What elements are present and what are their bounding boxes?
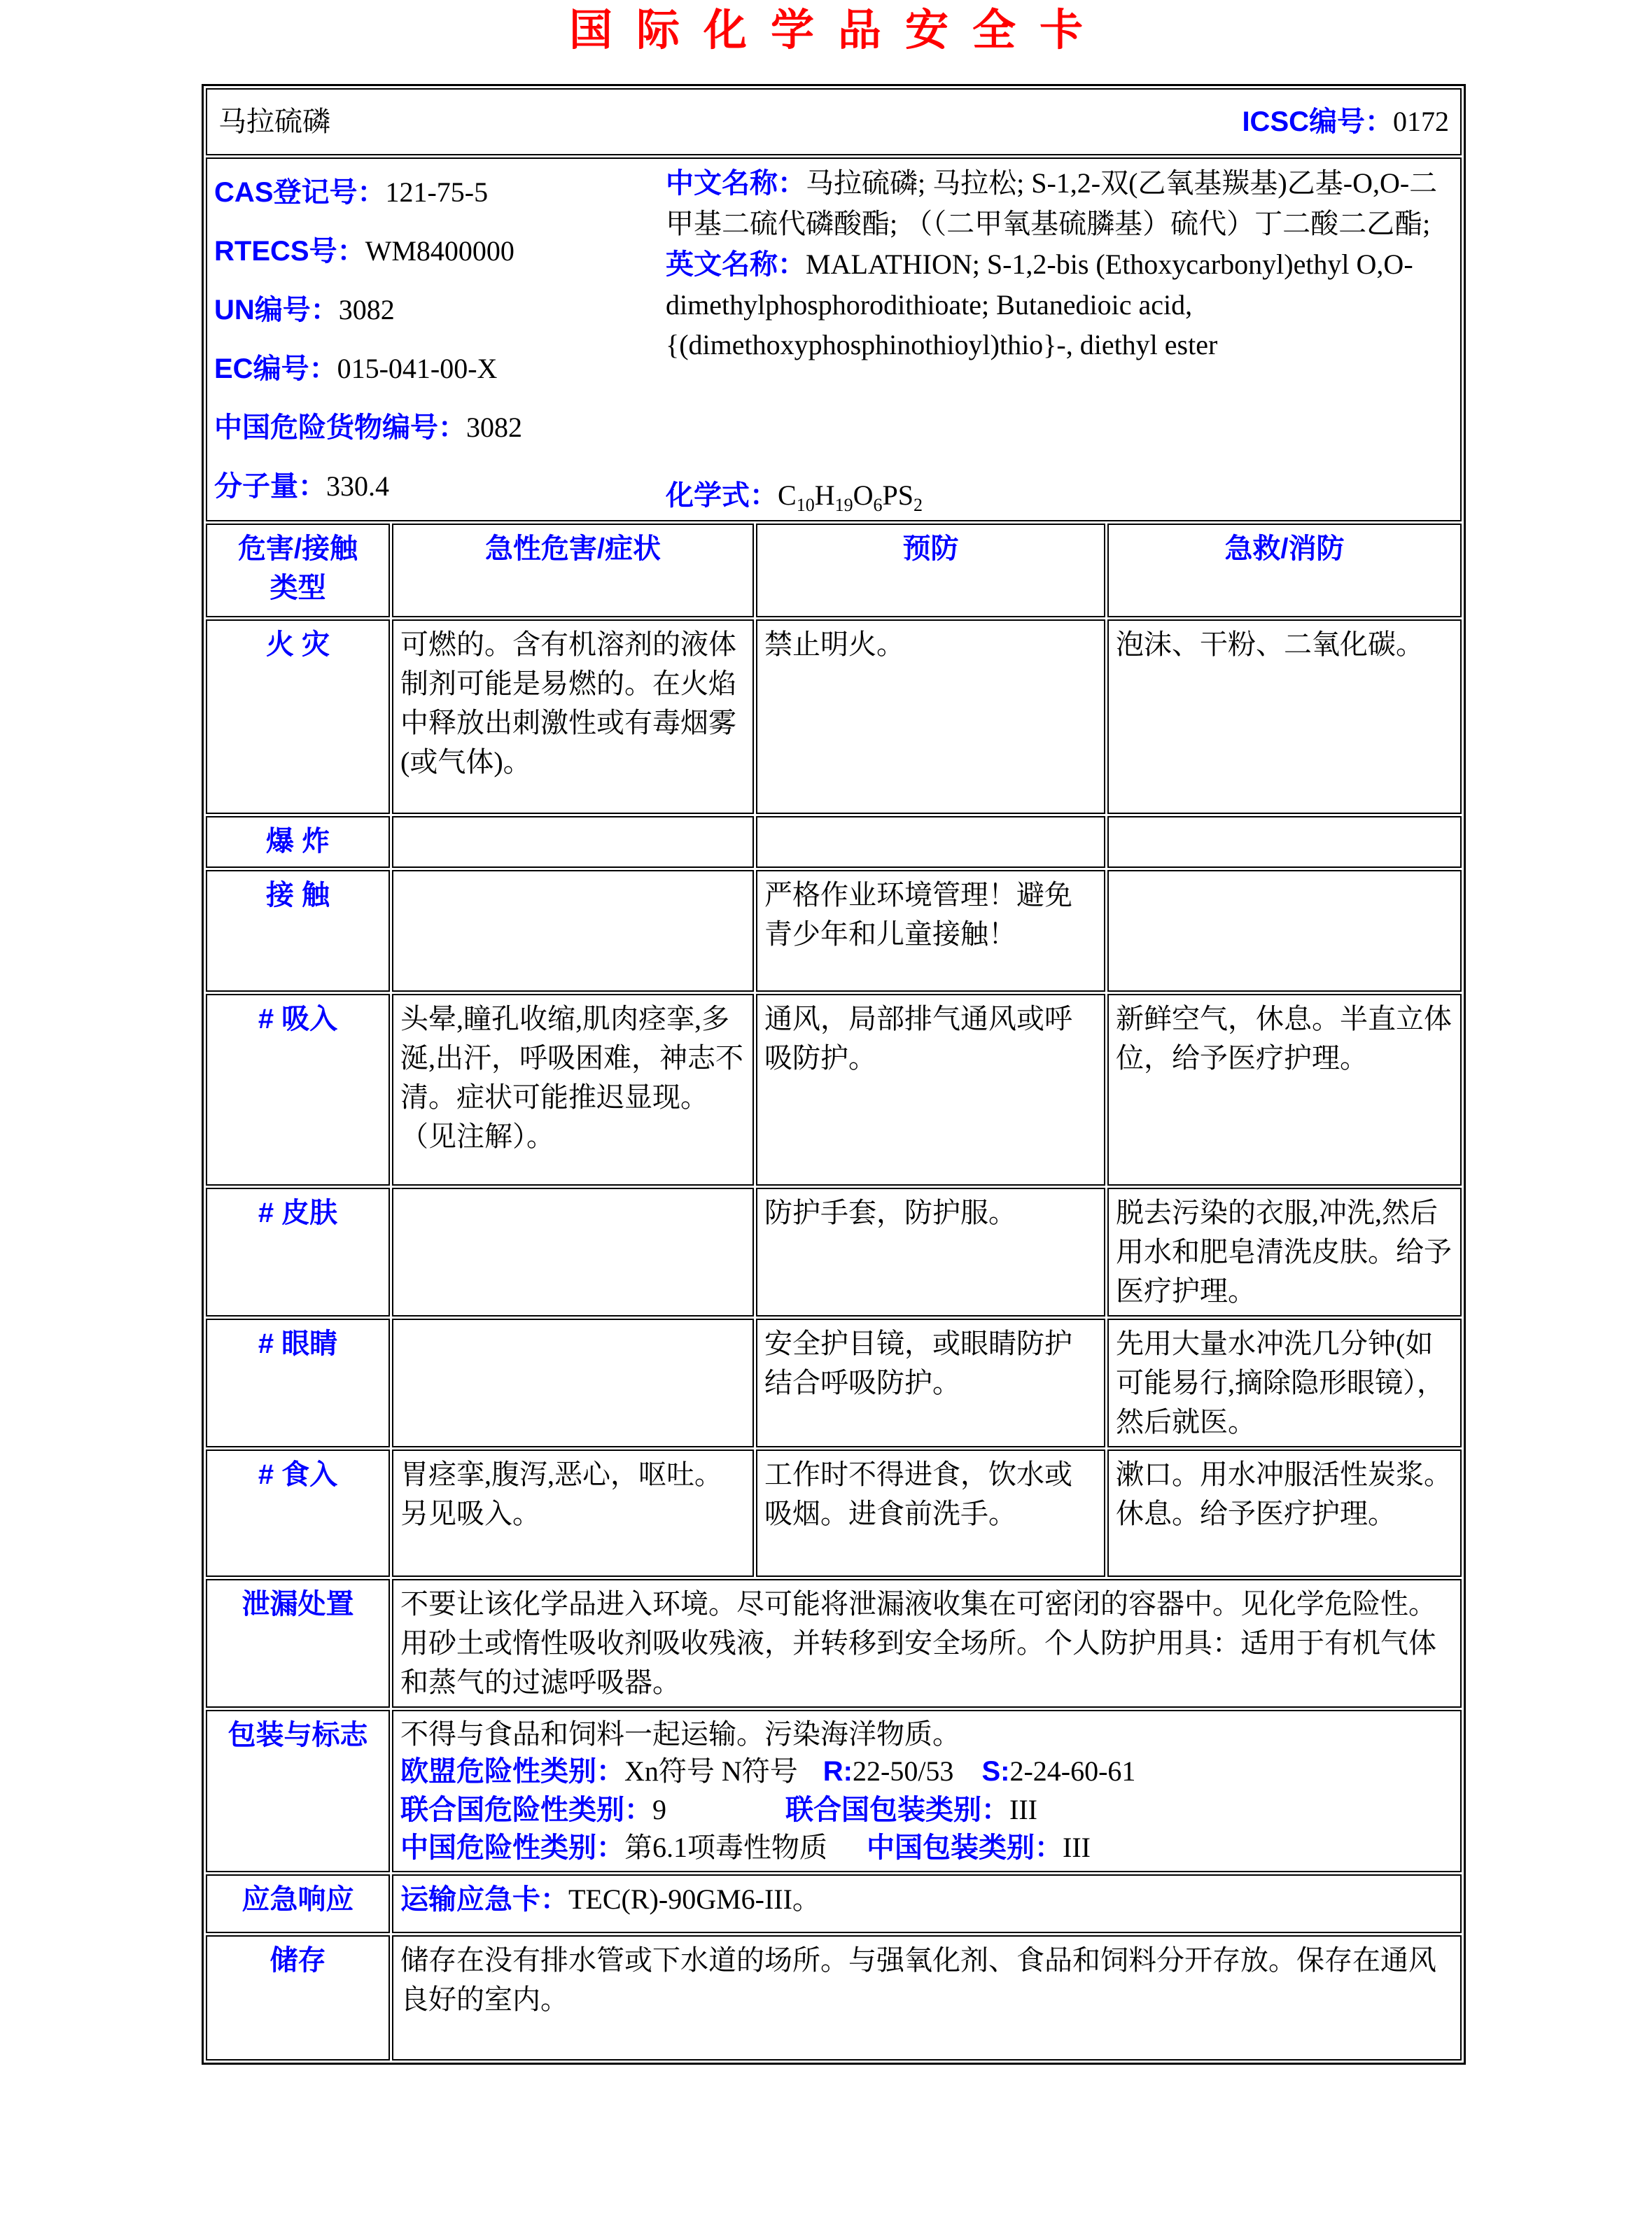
- row-table-header: [206, 524, 1462, 617]
- row-skin: [206, 1188, 1462, 1317]
- fire-hazards: 可燃的。含有机溶剂的液体制剂可能是易燃的。在火焰中释放出刺激性或有毒烟雾(或气体)。: [392, 619, 754, 814]
- english-name-value: MALATHION; S-1,2-bis (Ethoxycarbonyl)ethyl O,O-dimethylphosphorodithioate; Butanedioic acid, {(dimethoxyphosphinothioyl)thio}-, diethyl ester: [666, 248, 1413, 360]
- row-inhalation: [206, 994, 1462, 1186]
- ingestion-hazards: 胃痉挛,腹泻,恶心，呕吐。另见吸入。: [392, 1450, 754, 1577]
- cas-label: CAS登记号：: [214, 177, 386, 209]
- molecular-weight-value: 330.4: [326, 470, 389, 503]
- row-storage: [206, 1935, 1462, 2061]
- row-spill-disposal: [206, 1579, 1462, 1708]
- exposure-prevention: 严格作业环境管理！避免青少年和儿童接触！: [756, 870, 1105, 992]
- chinese-name-line: [666, 163, 1453, 244]
- packaging-eu-line: [400, 1753, 1453, 1790]
- inhalation-hazards: 头晕,瞳孔收缩,肌肉痉挛,多涎,出汗，呼吸困难，神志不清。症状可能推迟显现。（见注解）。: [392, 994, 754, 1186]
- skin-prevention: 防护手套，防护服。: [756, 1188, 1105, 1317]
- row-ingestion: [206, 1450, 1462, 1577]
- r-phrases-label: R:: [822, 1756, 853, 1788]
- cn-hazard-class-value: 第6.1项毒性物质: [624, 1831, 827, 1863]
- spill-disposal-text: 不要让该化学品进入环境。尽可能将泄漏液收集在可密闭的容器中。见化学危险性。用砂土或惰性吸收剂吸收残液，并转移到安全场所。个人防护用具：适用于有机气体和蒸气的过滤呼吸器。: [392, 1579, 1462, 1708]
- ec-number-line: [214, 339, 666, 398]
- cn-dg-value: 3082: [466, 412, 522, 444]
- page-title: 国际化学品安全卡: [568, 7, 1107, 55]
- row-emergency-response: [206, 1874, 1462, 1933]
- storage-text: 储存在没有排水管或下水道的场所。与强氧化剂、食品和饲料分开存放。保存在通风良好的室内。: [392, 1935, 1462, 2061]
- packaging-content: [392, 1710, 1462, 1872]
- icsc-number-group: [1242, 102, 1449, 141]
- row-exposure: [206, 870, 1462, 992]
- skin-firstaid: 脱去污染的衣服,冲洗,然后用水和肥皂清洗皮肤。给予医疗护理。: [1107, 1188, 1462, 1317]
- transport-emergency-card-label: 运输应急卡：: [400, 1883, 568, 1915]
- fire-prevention: 禁止明火。: [756, 619, 1105, 814]
- eyes-label: # 眼睛: [206, 1319, 390, 1447]
- cas-value: 121-75-5: [385, 176, 489, 209]
- icsc-number-value: 0172: [1393, 106, 1450, 138]
- cn-pack-group-label: 中国包装类别：: [867, 1832, 1063, 1863]
- eu-hazard-class-label: 欧盟危险性类别：: [400, 1756, 624, 1788]
- english-name-line: [666, 244, 1453, 365]
- rtecs-number-line: [214, 222, 666, 281]
- header-hazard-type: [206, 524, 390, 617]
- cn-dg-label: 中国危险货物编号：: [214, 412, 466, 444]
- row-eyes: [206, 1319, 1462, 1447]
- formula-o: O: [853, 479, 874, 511]
- inhalation-firstaid: 新鲜空气，休息。半直立体位，给予医疗护理。: [1107, 994, 1462, 1186]
- packaging-label: 包装与标志: [206, 1710, 390, 1872]
- identifier-list: [214, 163, 666, 516]
- icsc-card-table: [202, 84, 1466, 2065]
- spill-disposal-label: 泄漏处置: [206, 1579, 390, 1708]
- skin-hazards: [392, 1188, 754, 1317]
- exposure-label: 接 触: [206, 870, 390, 992]
- header-firstaid-firefighting: 急救/消防: [1107, 524, 1462, 617]
- explosion-firstaid: [1107, 816, 1462, 868]
- formula-ps: PS: [882, 479, 913, 511]
- exposure-firstaid: [1107, 870, 1462, 992]
- fire-firstaid: 泡沫、干粉、二氧化碳。: [1107, 619, 1462, 814]
- substance-name: 马拉硫磷: [218, 106, 330, 138]
- un-hazard-class-value: 9: [652, 1793, 666, 1825]
- explosion-prevention: [756, 816, 1105, 868]
- eyes-prevention: 安全护目镜，或眼睛防护结合呼吸防护。: [756, 1319, 1105, 1447]
- icsc-number-label: ICSC编号：: [1242, 106, 1394, 138]
- chinese-name-value: 马拉硫磷; 马拉松; S-1,2-双(乙氧基羰基)乙基-O,O-二甲基二硫代磷酸酯; （（二甲氧基硫膦基）硫代）丁二酸二乙酯;: [666, 167, 1438, 240]
- formula-ps-sub: 2: [913, 495, 923, 515]
- ec-label: EC编号：: [214, 353, 337, 385]
- formula-c: C: [778, 479, 797, 511]
- transport-emergency-card-value: TEC(R)-90GM6-III。: [568, 1883, 820, 1915]
- cn-dg-number-line: [214, 398, 666, 457]
- un-pack-group-label: 联合国包装类别：: [785, 1794, 1009, 1825]
- chemical-formula-label: 化学式：: [666, 480, 778, 511]
- english-name-label: 英文名称：: [666, 248, 806, 280]
- eyes-firstaid: 先用大量水冲洗几分钟(如可能易行,摘除隐形眼镜），然后就医。: [1107, 1319, 1462, 1447]
- row-packaging-labelling: [206, 1710, 1462, 1872]
- chemical-names: [666, 163, 1453, 516]
- un-hazard-class-label: 联合国危险性类别：: [400, 1794, 652, 1825]
- row-fire: [206, 619, 1462, 814]
- packaging-transport-note: 不得与食品和饲料一起运输。污染海洋物质。: [400, 1718, 960, 1750]
- inhalation-label: # 吸入: [206, 994, 390, 1186]
- rtecs-value: WM8400000: [365, 235, 514, 267]
- formula-c-sub: 10: [796, 495, 815, 515]
- ingestion-firstaid: 漱口。用水冲服活性炭浆。休息。给予医疗护理。: [1107, 1450, 1462, 1577]
- un-value: 3082: [338, 294, 395, 326]
- cn-hazard-class-label: 中国危险性类别：: [400, 1832, 624, 1863]
- explosion-label: 爆 炸: [206, 816, 390, 868]
- header-acute-hazards: 急性危害/症状: [392, 524, 754, 617]
- exposure-hazards: [392, 870, 754, 992]
- un-pack-group-value: III: [1009, 1793, 1037, 1825]
- header-hazard-type-line2: 类型: [270, 573, 326, 604]
- formula-h: H: [814, 479, 835, 511]
- s-phrases-value: 2-24-60-61: [1009, 1755, 1136, 1788]
- inhalation-prevention: 通风，局部排气通风或呼吸防护。: [756, 994, 1105, 1186]
- emergency-response-content: [392, 1874, 1462, 1933]
- fire-label: 火 灾: [206, 619, 390, 814]
- emergency-response-label: 应急响应: [206, 1874, 390, 1933]
- header-hazard-type-line1: 危害/接触: [237, 533, 358, 565]
- skin-label: # 皮肤: [206, 1188, 390, 1317]
- eyes-hazards: [392, 1319, 754, 1447]
- cas-number-line: [214, 163, 666, 222]
- un-label: UN编号：: [214, 295, 339, 326]
- packaging-cn-line: [400, 1829, 1453, 1867]
- rtecs-label: RTECS号：: [214, 236, 365, 267]
- row-identifiers: [206, 157, 1462, 521]
- substance-header-cell: [206, 88, 1462, 155]
- cn-pack-group-value: III: [1063, 1831, 1091, 1863]
- ec-value: 015-041-00-X: [337, 353, 498, 385]
- ingestion-label: # 食入: [206, 1450, 390, 1577]
- header-prevention: 预防: [756, 524, 1105, 617]
- s-phrases-label: S:: [981, 1756, 1010, 1788]
- r-phrases-value: 22-50/53: [853, 1755, 954, 1788]
- chemical-formula-line: [666, 475, 1453, 516]
- un-number-line: [214, 281, 666, 339]
- formula-h-sub: 19: [834, 495, 853, 515]
- identifiers-cell: [206, 157, 1462, 521]
- ingestion-prevention: 工作时不得进食，饮水或吸烟。进食前洗手。: [756, 1450, 1105, 1577]
- chemical-formula-value: [778, 479, 923, 515]
- icsc-page: [0, 7, 1652, 2225]
- storage-label: 储存: [206, 1935, 390, 2061]
- eu-hazard-class-value: Xn符号 N符号: [624, 1755, 798, 1788]
- molecular-weight-label: 分子量：: [214, 471, 326, 503]
- row-substance-header: [206, 88, 1462, 155]
- explosion-hazards: [392, 816, 754, 868]
- row-explosion: [206, 816, 1462, 868]
- packaging-un-line: [400, 1791, 1453, 1829]
- molecular-weight-line: [214, 457, 666, 516]
- formula-o-sub: 6: [873, 495, 883, 515]
- chinese-name-label: 中文名称：: [666, 168, 806, 199]
